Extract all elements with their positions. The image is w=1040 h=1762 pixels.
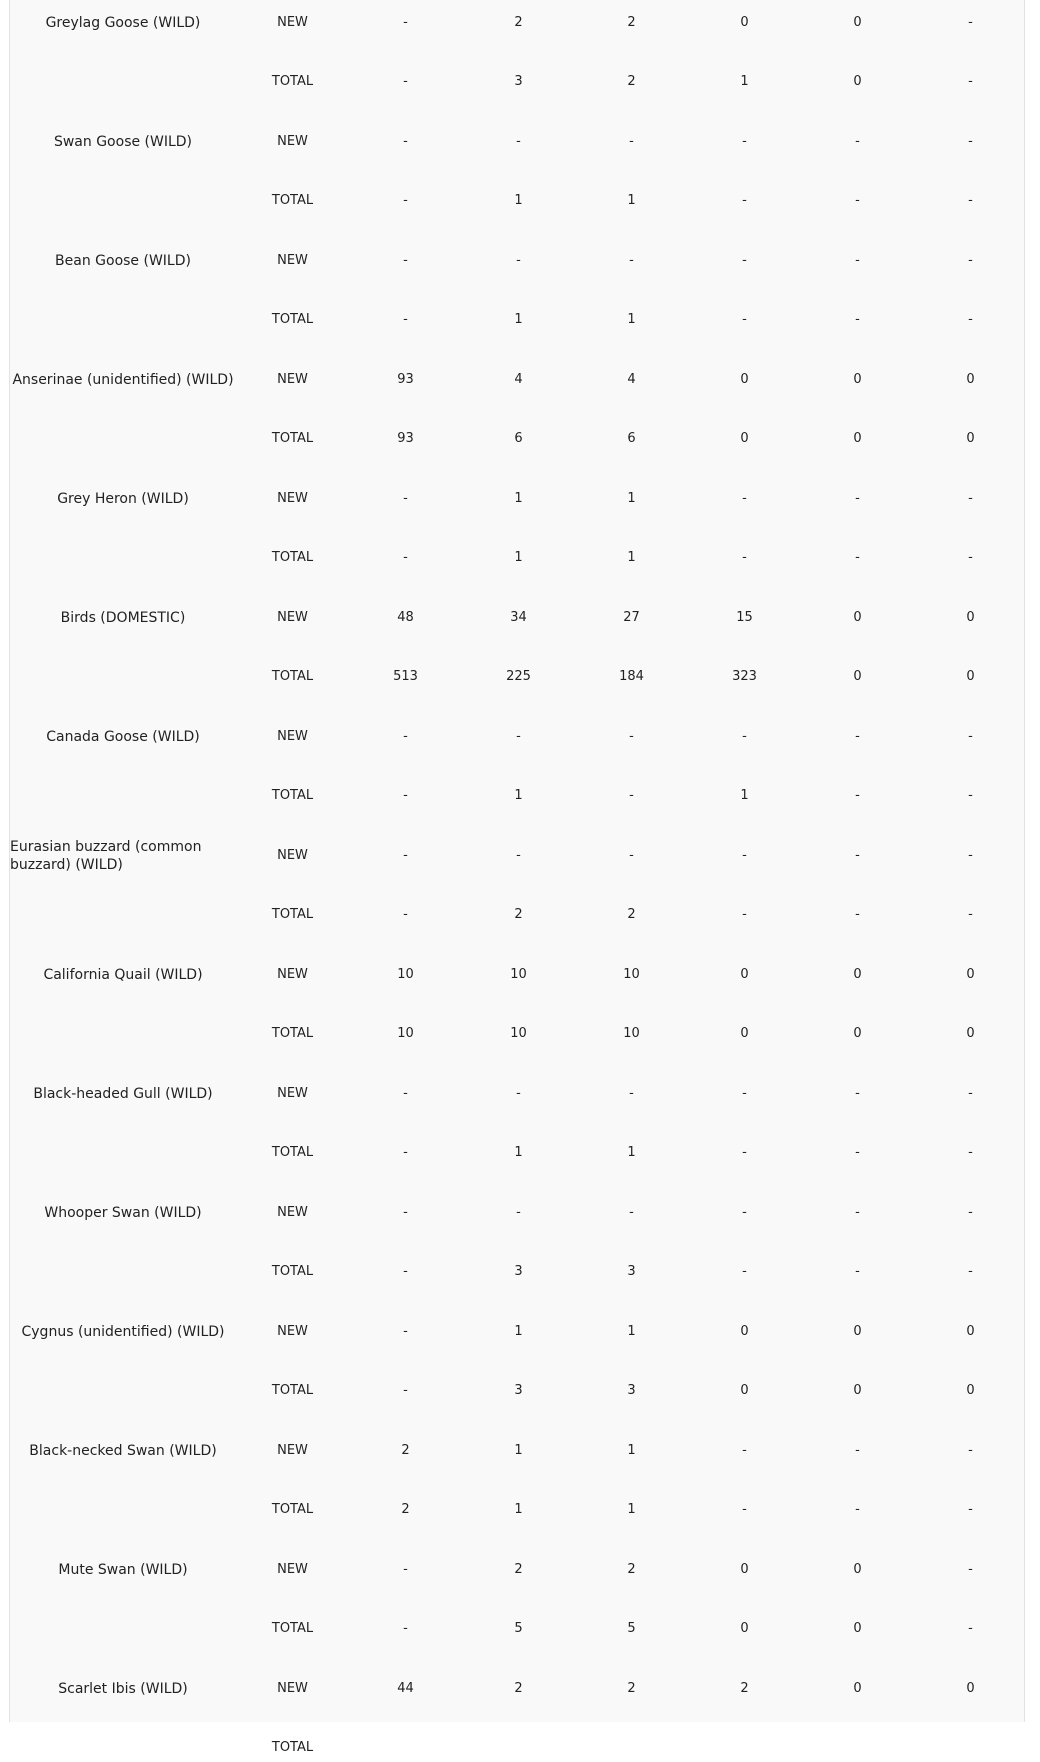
table-cell: - — [403, 1620, 408, 1636]
table-cell: 1 — [514, 1442, 523, 1458]
table-cell: - — [968, 549, 973, 565]
table-cell: - — [968, 1620, 973, 1636]
table-cell: 0 — [966, 430, 975, 446]
table-cell: - — [855, 1442, 860, 1458]
species-name — [10, 82, 236, 201]
table-cell: - — [629, 847, 634, 863]
table-row-new — [236, 1197, 1024, 1227]
table-container — [9, 0, 1025, 1755]
species-group — [10, 796, 1024, 922]
table-cell: - — [742, 1501, 747, 1517]
table-cell: - — [968, 906, 973, 922]
table-cell: 10 — [623, 966, 640, 982]
table-cell: - — [968, 847, 973, 863]
table-cell: - — [855, 490, 860, 506]
table-cell: 0 — [740, 371, 749, 387]
table-cell: - — [516, 252, 521, 268]
table-cell: 2 — [514, 14, 523, 30]
table-cell: - — [629, 133, 634, 149]
row-type-label: NEW — [277, 371, 308, 387]
table-cell: 1 — [627, 311, 636, 327]
row-type-label: TOTAL — [271, 1382, 314, 1398]
row-type-label: NEW — [277, 1561, 308, 1577]
row-type-label: TOTAL — [271, 311, 314, 327]
table-cell: 1 — [627, 1442, 636, 1458]
row-type-label: NEW — [277, 252, 308, 268]
table-cell: 225 — [506, 668, 531, 684]
table-row-new — [236, 1673, 1024, 1703]
species-label: Canada Goose (WILD) — [46, 728, 200, 745]
table-row-new — [236, 721, 1024, 751]
species-label: Anserinae (unidentified) (WILD) — [12, 371, 234, 388]
table-row-new — [236, 602, 1024, 632]
table-cell: 0 — [740, 1382, 749, 1398]
table-cell: - — [855, 728, 860, 744]
species-group — [10, 0, 1024, 89]
table-row-new — [236, 7, 1024, 37]
table-cell: 3 — [627, 1263, 636, 1279]
table-cell: 0 — [966, 668, 975, 684]
species-group — [10, 320, 1024, 446]
table-cell: 1 — [627, 1501, 636, 1517]
table-cell: - — [968, 490, 973, 506]
species-name — [10, 439, 236, 558]
row-type-label: NEW — [277, 1442, 308, 1458]
table-cell: 3 — [627, 1382, 636, 1398]
row-type-label: NEW — [277, 728, 308, 744]
row-type-label: NEW — [277, 1204, 308, 1220]
table-cell: 2 — [627, 1680, 636, 1696]
species-name — [10, 1272, 236, 1391]
row-type-label: TOTAL — [271, 1501, 314, 1517]
row-type-label: NEW — [277, 1323, 308, 1339]
species-group — [10, 915, 1024, 1041]
table-cell: - — [855, 1085, 860, 1101]
table-cell: 1 — [514, 1323, 523, 1339]
table-cell: 323 — [732, 668, 757, 684]
species-group — [10, 439, 1024, 565]
species-group — [10, 1391, 1024, 1517]
table-cell: 0 — [853, 430, 862, 446]
table-cell: - — [968, 1204, 973, 1220]
table-cell: - — [403, 1085, 408, 1101]
row-type-label: NEW — [277, 14, 308, 30]
table-cell: 1 — [514, 192, 523, 208]
table-cell: - — [855, 1263, 860, 1279]
table-cell: - — [968, 1561, 973, 1577]
species-name — [10, 677, 236, 796]
table-cell: - — [403, 1263, 408, 1279]
table-cell: 48 — [397, 609, 414, 625]
table-cell: 1 — [627, 1323, 636, 1339]
table-cell: - — [855, 311, 860, 327]
species-label: Swan Goose (WILD) — [53, 133, 193, 150]
table-cell: 0 — [740, 1620, 749, 1636]
species-label: California Quail (WILD) — [43, 966, 203, 983]
table-cell: - — [742, 847, 747, 863]
table-cell: 93 — [397, 430, 414, 446]
table-cell: 10 — [510, 966, 527, 982]
table-cell: - — [742, 728, 747, 744]
table-cell: 44 — [397, 1680, 414, 1696]
table-row-new — [236, 1554, 1024, 1584]
table-row-new — [236, 483, 1024, 513]
table-cell: - — [403, 787, 408, 803]
table-cell: 0 — [853, 1382, 862, 1398]
species-label: Black-necked Swan (WILD) — [29, 1442, 217, 1459]
table-cell: 1 — [740, 787, 749, 803]
table-row-new — [236, 840, 1024, 870]
table-cell: 184 — [619, 668, 644, 684]
species-group — [10, 82, 1024, 208]
table-cell: 10 — [397, 966, 414, 982]
table-cell: 1 — [514, 311, 523, 327]
table-cell: 3 — [514, 1263, 523, 1279]
species-label: Greylag Goose (WILD) — [45, 14, 201, 31]
table-cell: 6 — [627, 430, 636, 446]
table-cell: - — [968, 1085, 973, 1101]
table-cell: 2 — [401, 1442, 410, 1458]
table-cell: 3 — [514, 1382, 523, 1398]
table-cell: - — [968, 192, 973, 208]
table-cell: - — [855, 1144, 860, 1160]
table-cell: 0 — [740, 1561, 749, 1577]
table-cell: - — [403, 1323, 408, 1339]
species-name — [10, 1153, 236, 1272]
table-cell: 0 — [966, 1323, 975, 1339]
species-name — [10, 1510, 236, 1629]
table-cell: - — [742, 549, 747, 565]
table-cell: - — [516, 847, 521, 863]
table-cell: - — [742, 192, 747, 208]
row-type-label: TOTAL — [271, 1025, 314, 1041]
table-row-total — [236, 1732, 1024, 1762]
table-row-new — [236, 1435, 1024, 1465]
table-cell: 0 — [853, 73, 862, 89]
table-row-new — [236, 126, 1024, 156]
table-cell: - — [516, 1204, 521, 1220]
table-cell: - — [968, 1144, 973, 1160]
species-name — [10, 201, 236, 320]
row-type-label: NEW — [277, 490, 308, 506]
species-name — [10, 1629, 236, 1748]
table-cell: 0 — [966, 1382, 975, 1398]
table-cell: - — [968, 133, 973, 149]
table-cell: - — [629, 1085, 634, 1101]
row-type-label: TOTAL — [271, 1144, 314, 1160]
row-type-label: NEW — [277, 133, 308, 149]
species-name — [10, 1034, 236, 1153]
row-type-label: NEW — [277, 847, 308, 863]
row-type-label: NEW — [277, 1680, 308, 1696]
species-group — [10, 677, 1024, 803]
table-cell: - — [742, 1263, 747, 1279]
table-cell: 10 — [510, 1025, 527, 1041]
table-cell: - — [403, 14, 408, 30]
table-cell: - — [968, 1501, 973, 1517]
row-type-label: TOTAL — [271, 1263, 314, 1279]
table-cell: - — [629, 787, 634, 803]
table-cell: 2 — [627, 73, 636, 89]
table-cell: 0 — [853, 1620, 862, 1636]
row-type-label: TOTAL — [271, 787, 314, 803]
table-cell: - — [629, 728, 634, 744]
table-cell: 0 — [853, 1561, 862, 1577]
table-cell: - — [855, 847, 860, 863]
table-cell: 2 — [514, 1680, 523, 1696]
species-group — [10, 1510, 1024, 1636]
row-type-label: NEW — [277, 966, 308, 982]
table-cell: 1 — [514, 1501, 523, 1517]
table-cell: 0 — [966, 1025, 975, 1041]
table-cell: - — [742, 1204, 747, 1220]
species-group — [10, 558, 1024, 684]
table-row-new — [236, 245, 1024, 275]
table-cell: 1 — [627, 1144, 636, 1160]
row-type-label: TOTAL — [271, 192, 314, 208]
table-cell: 0 — [853, 668, 862, 684]
table-cell: - — [403, 252, 408, 268]
row-type-label: TOTAL — [271, 668, 314, 684]
table-cell: 2 — [401, 1501, 410, 1517]
table-cell: - — [742, 133, 747, 149]
table-cell: - — [403, 490, 408, 506]
table-cell: - — [629, 1204, 634, 1220]
table-cell: - — [403, 192, 408, 208]
species-group — [10, 1153, 1024, 1279]
table-cell: - — [855, 192, 860, 208]
table-cell: 2 — [740, 1680, 749, 1696]
table-cell: - — [403, 906, 408, 922]
table-cell: - — [968, 1263, 973, 1279]
species-name — [10, 796, 236, 915]
table-cell: - — [855, 1204, 860, 1220]
species-name — [10, 0, 236, 82]
table-cell: 4 — [514, 371, 523, 387]
row-type-label: NEW — [277, 1085, 308, 1101]
table-cell: 0 — [853, 1025, 862, 1041]
row-type-label: TOTAL — [271, 549, 314, 565]
table-cell: 0 — [740, 966, 749, 982]
table-cell: 10 — [623, 1025, 640, 1041]
table-row-new — [236, 959, 1024, 989]
table-cell: 1 — [514, 490, 523, 506]
table-cell: 0 — [966, 609, 975, 625]
table-cell: - — [403, 73, 408, 89]
species-outbreak-table — [10, 0, 1024, 1755]
table-cell: - — [742, 311, 747, 327]
table-cell: 0 — [740, 1323, 749, 1339]
species-name — [10, 1391, 236, 1510]
table-cell: - — [968, 728, 973, 744]
table-cell: 34 — [510, 609, 527, 625]
table-cell: 2 — [627, 1561, 636, 1577]
row-type-label: TOTAL — [271, 430, 314, 446]
table-cell: - — [968, 787, 973, 803]
table-cell: 0 — [740, 1025, 749, 1041]
table-cell: 0 — [853, 14, 862, 30]
table-cell: 0 — [853, 371, 862, 387]
table-cell: - — [516, 1085, 521, 1101]
species-label: Eurasian buzzard (common buzzard) (WILD) — [10, 838, 202, 873]
table-cell: 6 — [514, 430, 523, 446]
row-type-label: TOTAL — [271, 1739, 314, 1755]
table-cell: - — [403, 1204, 408, 1220]
table-cell: - — [516, 728, 521, 744]
table-cell: - — [403, 1561, 408, 1577]
table-cell: - — [968, 1442, 973, 1458]
table-cell: - — [629, 252, 634, 268]
species-label: Whooper Swan (WILD) — [44, 1204, 202, 1221]
species-group — [10, 201, 1024, 327]
species-label: Birds (DOMESTIC) — [60, 609, 186, 626]
table-row-new — [236, 364, 1024, 394]
table-cell: - — [403, 1144, 408, 1160]
table-cell: 4 — [627, 371, 636, 387]
table-cell: 1 — [627, 490, 636, 506]
table-cell: - — [855, 252, 860, 268]
table-cell: 1 — [514, 549, 523, 565]
table-cell: 1 — [627, 192, 636, 208]
table-row-new — [236, 1078, 1024, 1108]
table-cell: - — [968, 73, 973, 89]
species-label: Bean Goose (WILD) — [55, 252, 191, 269]
table-cell: - — [968, 311, 973, 327]
table-cell: 5 — [627, 1620, 636, 1636]
table-cell: 5 — [514, 1620, 523, 1636]
table-cell: - — [742, 1442, 747, 1458]
table-cell: - — [742, 252, 747, 268]
table-cell: - — [403, 1382, 408, 1398]
row-type-label: TOTAL — [271, 906, 314, 922]
table-cell: 10 — [397, 1025, 414, 1041]
table-cell: - — [968, 252, 973, 268]
table-cell: - — [855, 549, 860, 565]
table-cell: - — [968, 14, 973, 30]
table-cell: 93 — [397, 371, 414, 387]
species-name — [10, 320, 236, 439]
table-cell: 1 — [514, 1144, 523, 1160]
table-cell: 2 — [514, 1561, 523, 1577]
species-label: Grey Heron (WILD) — [57, 490, 189, 507]
table-cell: - — [855, 133, 860, 149]
table-cell: 513 — [393, 668, 418, 684]
table-cell: - — [403, 549, 408, 565]
table-cell: - — [742, 1144, 747, 1160]
species-label: Black-headed Gull (WILD) — [33, 1085, 213, 1102]
table-cell: - — [855, 906, 860, 922]
table-cell: - — [855, 1501, 860, 1517]
table-cell: 0 — [853, 609, 862, 625]
table-row-new — [236, 1316, 1024, 1346]
table-cell: 0 — [853, 966, 862, 982]
table-cell: 0 — [740, 14, 749, 30]
row-type-label: TOTAL — [271, 1620, 314, 1636]
species-label: Mute Swan (WILD) — [58, 1561, 188, 1578]
table-cell: 0 — [853, 1323, 862, 1339]
table-cell: - — [855, 787, 860, 803]
species-label: Scarlet Ibis (WILD) — [58, 1680, 188, 1697]
table-cell: - — [742, 1085, 747, 1101]
table-cell: - — [403, 133, 408, 149]
species-name — [10, 915, 236, 1034]
table-cell: - — [403, 847, 408, 863]
species-group — [10, 1272, 1024, 1398]
table-cell: 0 — [740, 430, 749, 446]
table-cell: - — [403, 311, 408, 327]
table-cell: 2 — [627, 906, 636, 922]
species-group — [10, 1034, 1024, 1160]
table-cell: 0 — [966, 371, 975, 387]
table-cell: 2 — [514, 906, 523, 922]
table-cell: 2 — [627, 14, 636, 30]
species-label: Cygnus (unidentified) (WILD) — [21, 1323, 225, 1340]
table-cell: 1 — [627, 549, 636, 565]
row-type-label: NEW — [277, 609, 308, 625]
table-cell: 0 — [966, 966, 975, 982]
table-cell: - — [742, 490, 747, 506]
table-cell: - — [403, 728, 408, 744]
table-cell: 1 — [514, 787, 523, 803]
table-cell: 3 — [514, 73, 523, 89]
table-cell: 0 — [853, 1680, 862, 1696]
table-cell: - — [742, 906, 747, 922]
table-cell: 0 — [966, 1680, 975, 1696]
table-cell: 15 — [736, 609, 753, 625]
table-cell: - — [516, 133, 521, 149]
species-group — [10, 1629, 1024, 1755]
table-cell: 27 — [623, 609, 640, 625]
row-type-label: TOTAL — [271, 73, 314, 89]
species-name — [10, 558, 236, 677]
table-cell: 1 — [740, 73, 749, 89]
